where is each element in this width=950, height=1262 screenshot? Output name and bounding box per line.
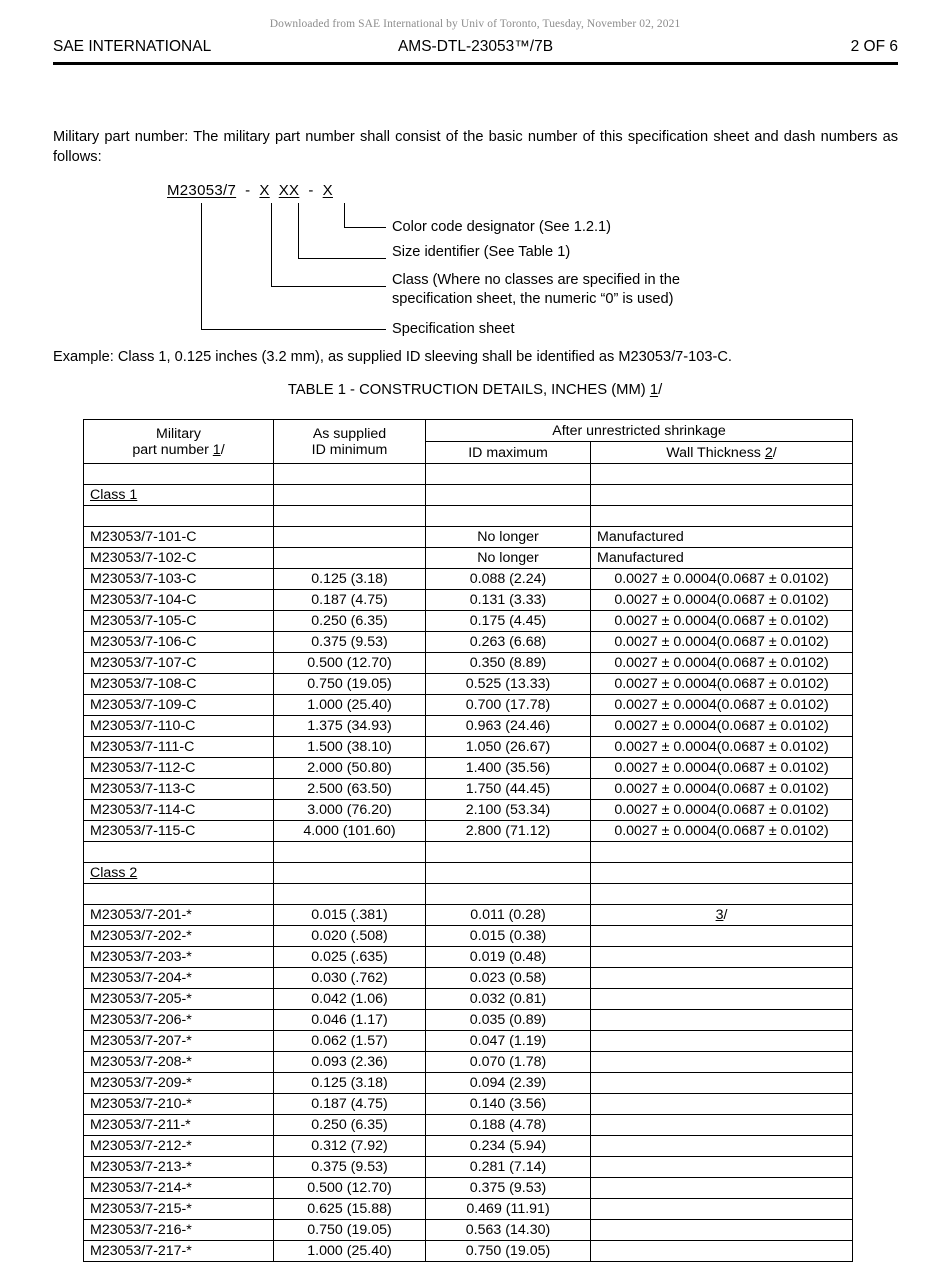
- cell-military-part-number: M23053/7-205-*: [84, 989, 274, 1010]
- cell-wall-footnote-slash: /: [723, 907, 728, 923]
- leader-vline-class: [271, 203, 272, 287]
- col-header-wall-footnote-slash: /: [772, 444, 777, 461]
- cell-military-part-number: M23053/7-104-C: [84, 590, 274, 611]
- cell-military-part-number: M23053/7-108-C: [84, 674, 274, 695]
- leader-vline-color-code: [344, 203, 345, 228]
- table-cell-empty: [591, 464, 853, 485]
- cell-wall-thickness: [591, 926, 853, 947]
- cell-wall-thickness: 0.0027 ± 0.0004(0.0687 ± 0.0102): [591, 590, 853, 611]
- cell-as-supplied-id-minimum: 1.500 (38.10): [274, 737, 426, 758]
- table-cell-empty: [426, 485, 591, 506]
- cell-military-part-number: M23053/7-111-C: [84, 737, 274, 758]
- cell-id-maximum: 0.234 (5.94): [426, 1136, 591, 1157]
- table-head: [84, 420, 853, 464]
- table-spacer-row-top: [84, 464, 853, 485]
- table-cell-empty: [426, 464, 591, 485]
- cell-as-supplied-id-minimum: 1.375 (34.93): [274, 716, 426, 737]
- cell-id-maximum: 2.800 (71.12): [426, 821, 591, 842]
- label-class-line1: Class (Where no classes are specified in the: [392, 272, 680, 288]
- cell-wall-thickness: 0.0027 ± 0.0004(0.0687 ± 0.0102): [591, 611, 853, 632]
- cell-wall-thickness: Manufactured: [591, 527, 853, 548]
- cell-as-supplied-id-minimum: 3.000 (76.20): [274, 800, 426, 821]
- table-row: [84, 674, 853, 695]
- cell-as-supplied-id-minimum: 0.312 (7.92): [274, 1136, 426, 1157]
- col-header-military-line1: Military: [156, 425, 201, 442]
- cell-id-maximum: 1.750 (44.45): [426, 779, 591, 800]
- table-cell-empty: [591, 842, 853, 863]
- cell-as-supplied-id-minimum: 0.250 (6.35): [274, 1115, 426, 1136]
- table-cell-empty: [591, 506, 853, 527]
- table-cell-empty: [591, 863, 853, 884]
- pn-dash-1: -: [245, 182, 251, 199]
- table-row: [84, 1241, 853, 1262]
- leader-hline-class: [271, 286, 386, 287]
- table-row: [84, 1010, 853, 1031]
- cell-wall-thickness: [591, 1073, 853, 1094]
- cell-id-maximum: 0.023 (0.58): [426, 968, 591, 989]
- cell-id-maximum: 0.700 (17.78): [426, 695, 591, 716]
- table-spacer-row: [84, 884, 853, 905]
- table-row: [84, 1220, 853, 1241]
- intro-paragraph: Military part number: The military part number shall consist of the basic number of this specification sheet and dash numbers as follows:: [53, 129, 898, 165]
- cell-as-supplied-id-minimum: 0.625 (15.88): [274, 1199, 426, 1220]
- cell-as-supplied-id-minimum: 0.025 (.635): [274, 947, 426, 968]
- cell-id-maximum: No longer: [426, 548, 591, 569]
- pn-base-code: M23053/7: [167, 182, 237, 199]
- cell-wall-footnote-number: 3: [715, 907, 724, 923]
- table-row: [84, 1115, 853, 1136]
- table-cell-empty: [84, 506, 274, 527]
- pn-color-code: X: [322, 182, 333, 199]
- table-cell-empty: [274, 464, 426, 485]
- table-row: [84, 947, 853, 968]
- cell-wall-thickness: [591, 1136, 853, 1157]
- label-size-identifier: Size identifier (See Table 1): [392, 244, 571, 260]
- table-row: [84, 1199, 853, 1220]
- cell-id-maximum: 0.032 (0.81): [426, 989, 591, 1010]
- table-row: [84, 716, 853, 737]
- col-header-as-supplied-line1: As supplied: [312, 425, 387, 442]
- col-header-id-maximum: ID maximum: [426, 442, 591, 464]
- cell-wall-thickness: [591, 989, 853, 1010]
- table-section-row: [84, 485, 853, 506]
- table-row: [84, 653, 853, 674]
- table-spacer-row: [84, 842, 853, 863]
- cell-as-supplied-id-minimum: 0.375 (9.53): [274, 632, 426, 653]
- cell-military-part-number: M23053/7-106-C: [84, 632, 274, 653]
- col-header-as-supplied-line2: ID minimum: [311, 441, 388, 458]
- table-row: [84, 1073, 853, 1094]
- table-section-row: [84, 863, 853, 884]
- cell-military-part-number: M23053/7-201-*: [84, 905, 274, 926]
- table-cell-empty: [591, 485, 853, 506]
- pn-class-code: X: [259, 182, 270, 199]
- table-spacer-row: [84, 506, 853, 527]
- cell-id-maximum: 0.070 (1.78): [426, 1052, 591, 1073]
- cell-military-part-number: M23053/7-206-*: [84, 1010, 274, 1031]
- cell-wall-thickness: [591, 1220, 853, 1241]
- cell-military-part-number: M23053/7-109-C: [84, 695, 274, 716]
- table-row: [84, 1157, 853, 1178]
- table-cell-empty: [274, 506, 426, 527]
- label-color-code-designator: Color code designator (See 1.2.1): [392, 219, 612, 235]
- table-caption-footnote-number: 1: [649, 382, 659, 398]
- cell-military-part-number: M23053/7-204-*: [84, 968, 274, 989]
- cell-id-maximum: 0.175 (4.45): [426, 611, 591, 632]
- table-caption-text: TABLE 1 - CONSTRUCTION DETAILS, INCHES (MM): [287, 382, 650, 398]
- download-watermark: Downloaded from SAE International by Univ of Toronto, Tuesday, November 02, 2021: [269, 18, 681, 30]
- table-row: [84, 1178, 853, 1199]
- cell-wall-thickness: 0.0027 ± 0.0004(0.0687 ± 0.0102): [591, 653, 853, 674]
- col-header-wall-thickness: [591, 442, 853, 464]
- cell-as-supplied-id-minimum: 1.000 (25.40): [274, 695, 426, 716]
- cell-as-supplied-id-minimum: 0.015 (.381): [274, 905, 426, 926]
- col-header-wall-thickness-text: Wall Thickness: [666, 444, 765, 461]
- table-section-label-text: Class 1: [90, 487, 138, 503]
- table-row: [84, 611, 853, 632]
- cell-military-part-number: M23053/7-208-*: [84, 1052, 274, 1073]
- cell-military-part-number: M23053/7-113-C: [84, 779, 274, 800]
- cell-id-maximum: 0.188 (4.78): [426, 1115, 591, 1136]
- cell-military-part-number: M23053/7-103-C: [84, 569, 274, 590]
- cell-wall-thickness: [591, 968, 853, 989]
- table-cell-empty: [426, 506, 591, 527]
- publisher-name: SAE INTERNATIONAL: [53, 38, 212, 55]
- cell-as-supplied-id-minimum: 0.042 (1.06): [274, 989, 426, 1010]
- cell-military-part-number: M23053/7-114-C: [84, 800, 274, 821]
- cell-as-supplied-id-minimum: 0.750 (19.05): [274, 674, 426, 695]
- cell-wall-thickness: 0.0027 ± 0.0004(0.0687 ± 0.0102): [591, 632, 853, 653]
- table-row: [84, 548, 853, 569]
- cell-military-part-number: M23053/7-203-*: [84, 947, 274, 968]
- cell-as-supplied-id-minimum: 0.020 (.508): [274, 926, 426, 947]
- cell-wall-thickness: Manufactured: [591, 548, 853, 569]
- table-cell-empty: [426, 863, 591, 884]
- construction-details-table: [83, 419, 853, 1262]
- cell-as-supplied-id-minimum: 0.046 (1.17): [274, 1010, 426, 1031]
- cell-as-supplied-id-minimum: 0.187 (4.75): [274, 1094, 426, 1115]
- cell-wall-thickness: [591, 1010, 853, 1031]
- cell-id-maximum: 0.035 (0.89): [426, 1010, 591, 1031]
- cell-military-part-number: M23053/7-110-C: [84, 716, 274, 737]
- table-cell-empty: [84, 464, 274, 485]
- table-cell-empty: [591, 884, 853, 905]
- table-caption: [0, 382, 950, 398]
- cell-id-maximum: 0.140 (3.56): [426, 1094, 591, 1115]
- cell-id-maximum: 0.525 (13.33): [426, 674, 591, 695]
- cell-as-supplied-id-minimum: [274, 548, 426, 569]
- cell-military-part-number: M23053/7-101-C: [84, 527, 274, 548]
- table-cell-empty: [84, 884, 274, 905]
- cell-wall-thickness: 0.0027 ± 0.0004(0.0687 ± 0.0102): [591, 695, 853, 716]
- table-row: [84, 821, 853, 842]
- table-section-label: [84, 485, 274, 506]
- table-cell-empty: [274, 863, 426, 884]
- leader-vline-size-identifier: [298, 203, 299, 259]
- cell-wall-thickness: 0.0027 ± 0.0004(0.0687 ± 0.0102): [591, 737, 853, 758]
- cell-as-supplied-id-minimum: [274, 527, 426, 548]
- table-row: [84, 1094, 853, 1115]
- cell-wall-thickness: 0.0027 ± 0.0004(0.0687 ± 0.0102): [591, 674, 853, 695]
- page-number: 2 OF 6: [850, 38, 898, 55]
- cell-military-part-number: M23053/7-207-*: [84, 1031, 274, 1052]
- cell-id-maximum: 0.350 (8.89): [426, 653, 591, 674]
- cell-military-part-number: M23053/7-211-*: [84, 1115, 274, 1136]
- cell-id-maximum: 1.050 (26.67): [426, 737, 591, 758]
- leader-hline-color-code: [344, 227, 386, 228]
- cell-as-supplied-id-minimum: 0.187 (4.75): [274, 590, 426, 611]
- cell-id-maximum: 0.963 (24.46): [426, 716, 591, 737]
- col-header-wall-footnote-number: 2: [764, 444, 773, 461]
- cell-as-supplied-id-minimum: 4.000 (101.60): [274, 821, 426, 842]
- cell-wall-thickness: [591, 905, 853, 926]
- example-text: Example: Class 1, 0.125 inches (3.2 mm), as supplied ID sleeving shall be identified as M23053/7-103-C.: [53, 349, 732, 365]
- cell-id-maximum: 0.281 (7.14): [426, 1157, 591, 1178]
- cell-as-supplied-id-minimum: 0.500 (12.70): [274, 1178, 426, 1199]
- table-row: [84, 1136, 853, 1157]
- cell-id-maximum: 0.750 (19.05): [426, 1241, 591, 1262]
- cell-wall-thickness: [591, 1031, 853, 1052]
- cell-id-maximum: No longer: [426, 527, 591, 548]
- cell-military-part-number: M23053/7-213-*: [84, 1157, 274, 1178]
- cell-as-supplied-id-minimum: 0.500 (12.70): [274, 653, 426, 674]
- table-row: [84, 632, 853, 653]
- cell-military-part-number: M23053/7-115-C: [84, 821, 274, 842]
- cell-military-part-number: M23053/7-102-C: [84, 548, 274, 569]
- cell-wall-thickness: [591, 1052, 853, 1073]
- table-header-row-1: [84, 420, 853, 442]
- cell-wall-thickness: [591, 1241, 853, 1262]
- cell-wall-thickness: 0.0027 ± 0.0004(0.0687 ± 0.0102): [591, 758, 853, 779]
- table-cell-empty: [274, 485, 426, 506]
- col-group-header-after-unrestricted-shrinkage: After unrestricted shrinkage: [426, 420, 853, 442]
- table-row: [84, 926, 853, 947]
- cell-wall-thickness: [591, 1157, 853, 1178]
- cell-wall-thickness: 0.0027 ± 0.0004(0.0687 ± 0.0102): [591, 779, 853, 800]
- cell-wall-thickness: [591, 947, 853, 968]
- document-number: AMS-DTL-23053™/7B: [397, 38, 554, 55]
- cell-id-maximum: 0.047 (1.19): [426, 1031, 591, 1052]
- col-header-military-footnote-slash: /: [220, 441, 225, 458]
- cell-as-supplied-id-minimum: 0.062 (1.57): [274, 1031, 426, 1052]
- cell-as-supplied-id-minimum: 0.030 (.762): [274, 968, 426, 989]
- cell-military-part-number: M23053/7-214-*: [84, 1178, 274, 1199]
- cell-military-part-number: M23053/7-217-*: [84, 1241, 274, 1262]
- col-header-military-line2-text: part number: [132, 441, 213, 458]
- cell-id-maximum: 0.094 (2.39): [426, 1073, 591, 1094]
- cell-as-supplied-id-minimum: 2.000 (50.80): [274, 758, 426, 779]
- table-body: [84, 464, 853, 1262]
- cell-wall-thickness: 0.0027 ± 0.0004(0.0687 ± 0.0102): [591, 800, 853, 821]
- page-header: [53, 38, 898, 60]
- cell-wall-thickness: 0.0027 ± 0.0004(0.0687 ± 0.0102): [591, 716, 853, 737]
- table-cell-empty: [274, 884, 426, 905]
- cell-wall-thickness: 0.0027 ± 0.0004(0.0687 ± 0.0102): [591, 569, 853, 590]
- cell-wall-thickness: [591, 1094, 853, 1115]
- part-number-template: [167, 182, 333, 199]
- cell-as-supplied-id-minimum: 2.500 (63.50): [274, 779, 426, 800]
- pn-dash-2: -: [308, 182, 314, 199]
- cell-as-supplied-id-minimum: 0.125 (3.18): [274, 1073, 426, 1094]
- table-cell-empty: [84, 842, 274, 863]
- table-row: [84, 590, 853, 611]
- table-row: [84, 1052, 853, 1073]
- table-row: [84, 968, 853, 989]
- label-specification-sheet: Specification sheet: [392, 321, 515, 337]
- cell-military-part-number: M23053/7-212-*: [84, 1136, 274, 1157]
- table-row: [84, 569, 853, 590]
- table-row: [84, 1031, 853, 1052]
- cell-id-maximum: 0.563 (14.30): [426, 1220, 591, 1241]
- cell-military-part-number: M23053/7-215-*: [84, 1199, 274, 1220]
- part-number-diagram: [0, 182, 950, 347]
- cell-as-supplied-id-minimum: 0.250 (6.35): [274, 611, 426, 632]
- col-header-military-footnote-number: 1: [212, 441, 221, 458]
- table-row: [84, 905, 853, 926]
- label-class-line2: specification sheet, the numeric “0” is used): [392, 291, 674, 307]
- cell-id-maximum: 1.400 (35.56): [426, 758, 591, 779]
- table-cell-empty: [274, 842, 426, 863]
- cell-id-maximum: 0.011 (0.28): [426, 905, 591, 926]
- cell-as-supplied-id-minimum: 0.375 (9.53): [274, 1157, 426, 1178]
- cell-id-maximum: 0.015 (0.38): [426, 926, 591, 947]
- construction-details-table-wrap: [83, 419, 852, 1262]
- table-row: [84, 758, 853, 779]
- leader-vline-spec-sheet: [201, 203, 202, 330]
- table-row: [84, 989, 853, 1010]
- table-row: [84, 800, 853, 821]
- leader-hline-spec-sheet: [201, 329, 386, 330]
- cell-as-supplied-id-minimum: 0.093 (2.36): [274, 1052, 426, 1073]
- table-row: [84, 527, 853, 548]
- leader-hline-size-identifier: [298, 258, 386, 259]
- cell-military-part-number: M23053/7-202-*: [84, 926, 274, 947]
- cell-military-part-number: M23053/7-107-C: [84, 653, 274, 674]
- col-header-as-supplied-id-minimum: [274, 420, 426, 464]
- cell-id-maximum: 0.263 (6.68): [426, 632, 591, 653]
- header-divider: [53, 62, 898, 65]
- cell-military-part-number: M23053/7-112-C: [84, 758, 274, 779]
- cell-wall-thickness: [591, 1178, 853, 1199]
- cell-wall-thickness: [591, 1199, 853, 1220]
- cell-military-part-number: M23053/7-216-*: [84, 1220, 274, 1241]
- cell-military-part-number: M23053/7-105-C: [84, 611, 274, 632]
- col-header-military-part-number: [84, 420, 274, 464]
- cell-as-supplied-id-minimum: 0.750 (19.05): [274, 1220, 426, 1241]
- cell-wall-thickness: 0.0027 ± 0.0004(0.0687 ± 0.0102): [591, 821, 853, 842]
- cell-military-part-number: M23053/7-209-*: [84, 1073, 274, 1094]
- table-cell-empty: [426, 842, 591, 863]
- pn-size-code: XX: [278, 182, 300, 199]
- cell-id-maximum: 0.088 (2.24): [426, 569, 591, 590]
- table-row: [84, 737, 853, 758]
- cell-id-maximum: 0.019 (0.48): [426, 947, 591, 968]
- cell-as-supplied-id-minimum: 0.125 (3.18): [274, 569, 426, 590]
- cell-wall-thickness: [591, 1115, 853, 1136]
- col-header-military-line2: [84, 442, 273, 458]
- cell-id-maximum: 0.469 (11.91): [426, 1199, 591, 1220]
- table-row: [84, 695, 853, 716]
- table-caption-footnote-slash: /: [658, 382, 663, 398]
- cell-id-maximum: 2.100 (53.34): [426, 800, 591, 821]
- table-row: [84, 779, 853, 800]
- table-section-label-text: Class 2: [90, 865, 138, 881]
- cell-id-maximum: 0.131 (3.33): [426, 590, 591, 611]
- cell-military-part-number: M23053/7-210-*: [84, 1094, 274, 1115]
- table-section-label: [84, 863, 274, 884]
- table-cell-empty: [426, 884, 591, 905]
- cell-as-supplied-id-minimum: 1.000 (25.40): [274, 1241, 426, 1262]
- cell-id-maximum: 0.375 (9.53): [426, 1178, 591, 1199]
